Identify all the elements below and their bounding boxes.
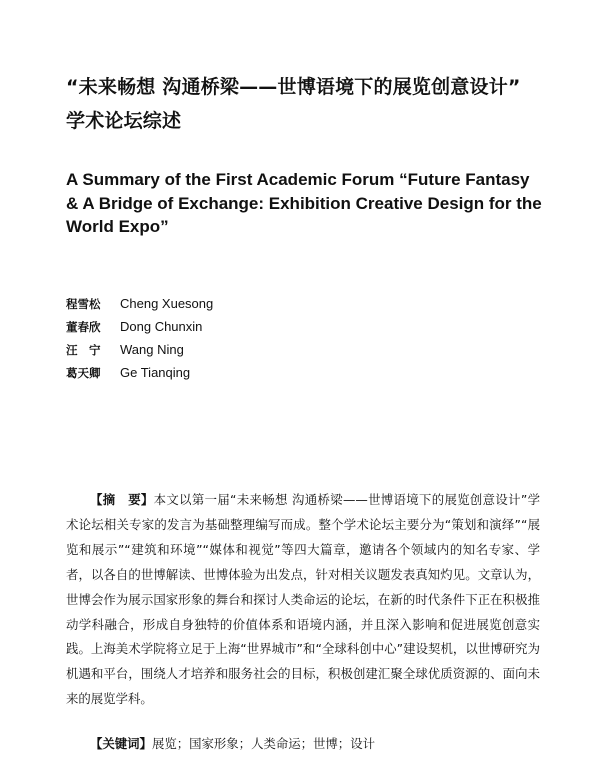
author-row (66, 361, 466, 384)
author-row (66, 315, 466, 338)
keywords-text: 展览；国家形象；人类命运；世博；设计 (151, 736, 375, 751)
keywords-line (90, 733, 550, 755)
abstract-paragraph (66, 488, 540, 712)
english-title-line-2: & A Bridge of Exchange: Exhibition Creative Design for the (66, 193, 542, 213)
author-english-name: Dong Chunxin (120, 319, 203, 334)
chinese-title-line-2: 学术论坛综述 (66, 110, 182, 132)
author-chinese-name: 汪 宁 (66, 342, 101, 357)
author-english-name: Ge Tianqing (120, 365, 191, 380)
english-title-line-1: A Summary of the First Academic Forum “Future Fantasy (66, 170, 530, 189)
author-english-name: Wang Ning (120, 342, 184, 357)
author-chinese-name: 程雪松 (66, 296, 101, 311)
english-title-line-3: World Expo” (66, 217, 169, 236)
author-row (66, 338, 466, 361)
author-english-name: Cheng Xuesong (120, 296, 214, 311)
chinese-title-line-1: “未来畅想 沟通桥梁——世博语境下的展览创意设计” (66, 76, 521, 98)
author-list (66, 292, 466, 384)
keywords-label: 【关键词】 (90, 736, 152, 751)
chinese-title (66, 70, 566, 138)
author-row (66, 292, 466, 315)
author-chinese-name: 葛天卿 (66, 365, 101, 380)
abstract-text: 本文以第一届“未来畅想 沟通桥梁——世博语境下的展览创意设计”学术论坛相关专家的发言为基础整理编写而成。整个学术论坛主要分为“策划和演绎”“展览和展示”“建筑和环境”“媒体和视觉”等四大篇章，邀请各个领域内的知名专家、学者，以各自的世博解读、世博体验为出发点，针对相关议题发表真知灼见。文章认为，世博会作为展示国家形象的舞台和探讨人类命运的论坛，在新的时代条件下正在积极推动学科融合，形成自身独特的价值体系和语境内涵，并且深入影响和促进展览创意实践。上海美术学院将立足于上海“世界城市”和“全球科创中心”建设契机，以世博研究为机遇和平台，围绕人才培养和服务社会的目标，积极创建汇聚全球优质资源的、面向未来的展览学科。 (66, 492, 541, 707)
author-chinese-name: 董春欣 (66, 319, 101, 334)
english-title (66, 168, 546, 239)
abstract-label: 【摘 要】 (90, 492, 154, 507)
